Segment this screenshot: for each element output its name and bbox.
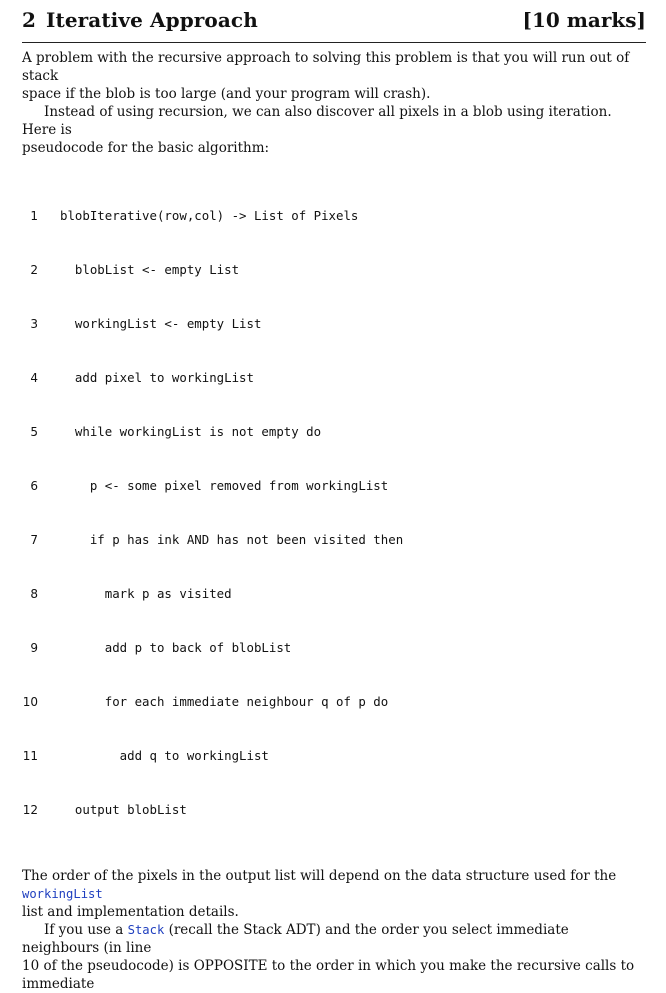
- line-number: 11: [22, 749, 38, 763]
- code-line: [22, 801, 646, 819]
- code-ref-workinglist: workingList: [22, 887, 103, 901]
- code-text: while workingList is not empty do: [60, 424, 322, 439]
- outro-p2-text-b: (recall the Stack ADT) and the order you select immediate neighbours (in line: [22, 922, 569, 956]
- code-line: [22, 585, 646, 603]
- line-number: 6: [30, 479, 38, 493]
- code-line: [22, 747, 646, 765]
- intro-p2-line1: Instead of using recursion, we can also discover all pixels in a blob using iteration. Here is: [22, 104, 612, 138]
- code-text: add pixel to workingList: [60, 370, 254, 385]
- code-line: [22, 315, 646, 333]
- line-number: 8: [30, 587, 38, 601]
- code-text: output blobList: [60, 802, 187, 817]
- code-text: for each immediate neighbour q of p do: [60, 694, 389, 709]
- line-number: 10: [22, 695, 38, 709]
- code-ref-stack: Stack: [127, 923, 165, 937]
- code-text: add q to workingList: [60, 748, 269, 763]
- code-line: [22, 423, 646, 441]
- outro-p2-text-a: If you use a: [44, 922, 128, 938]
- code-text: add p to back of blobList: [60, 640, 292, 655]
- code-line: [22, 531, 646, 549]
- code-text: workingList <- empty List: [60, 316, 262, 331]
- code-line: [22, 261, 646, 279]
- intro-p1-line1: A problem with the recursive approach to solving this problem is that you will run out of stack: [22, 50, 630, 84]
- line-number: 9: [30, 641, 38, 655]
- outro-p1-line2: list and implementation details.: [22, 904, 239, 920]
- line-number: 7: [30, 533, 38, 547]
- section-title-text: Iterative Approach: [46, 8, 258, 32]
- code-text: p <- some pixel removed from workingList: [60, 478, 389, 493]
- document-page: [22, 8, 646, 993]
- outro-p1-text-a: The order of the pixels in the output list will depend on the data structure used for the: [22, 868, 617, 884]
- code-line: [22, 369, 646, 387]
- line-number: 1: [30, 209, 38, 223]
- intro-p2-line2: pseudocode for the basic algorithm:: [22, 140, 270, 156]
- code-line: [22, 639, 646, 657]
- section-marks: [10 marks]: [522, 8, 646, 32]
- section-number: 2: [22, 8, 37, 32]
- outro-p1-line1: [22, 867, 646, 903]
- code-line: [22, 477, 646, 495]
- outro-paragraph-2: [22, 921, 646, 993]
- line-number: 2: [30, 263, 38, 277]
- outro-p2-line1: [22, 921, 646, 957]
- pseudocode-block: [22, 171, 646, 855]
- code-text: mark p as visited: [60, 586, 232, 601]
- line-number: 3: [30, 317, 38, 331]
- line-number: 5: [30, 425, 38, 439]
- outro-p2-line2: 10 of the pseudocode) is OPPOSITE to the order in which you make the recursive calls to immediate: [22, 958, 635, 992]
- line-number: 4: [30, 371, 38, 385]
- outro-paragraph-1: [22, 867, 646, 921]
- code-text: if p has ink AND has not been visited then: [60, 532, 404, 547]
- intro-paragraph-2: [22, 103, 646, 157]
- code-line: [22, 207, 646, 225]
- header-rule: [22, 42, 646, 43]
- intro-p1-line2: space if the blob is too large (and your program will crash).: [22, 86, 431, 102]
- section-header: [22, 8, 646, 36]
- code-text: blobIterative(row,col) -> List of Pixels: [60, 208, 359, 223]
- line-number: 12: [22, 803, 38, 817]
- section-title: [22, 8, 258, 32]
- code-text: blobList <- empty List: [60, 262, 240, 277]
- intro-paragraph-1: [22, 49, 646, 103]
- code-line: [22, 693, 646, 711]
